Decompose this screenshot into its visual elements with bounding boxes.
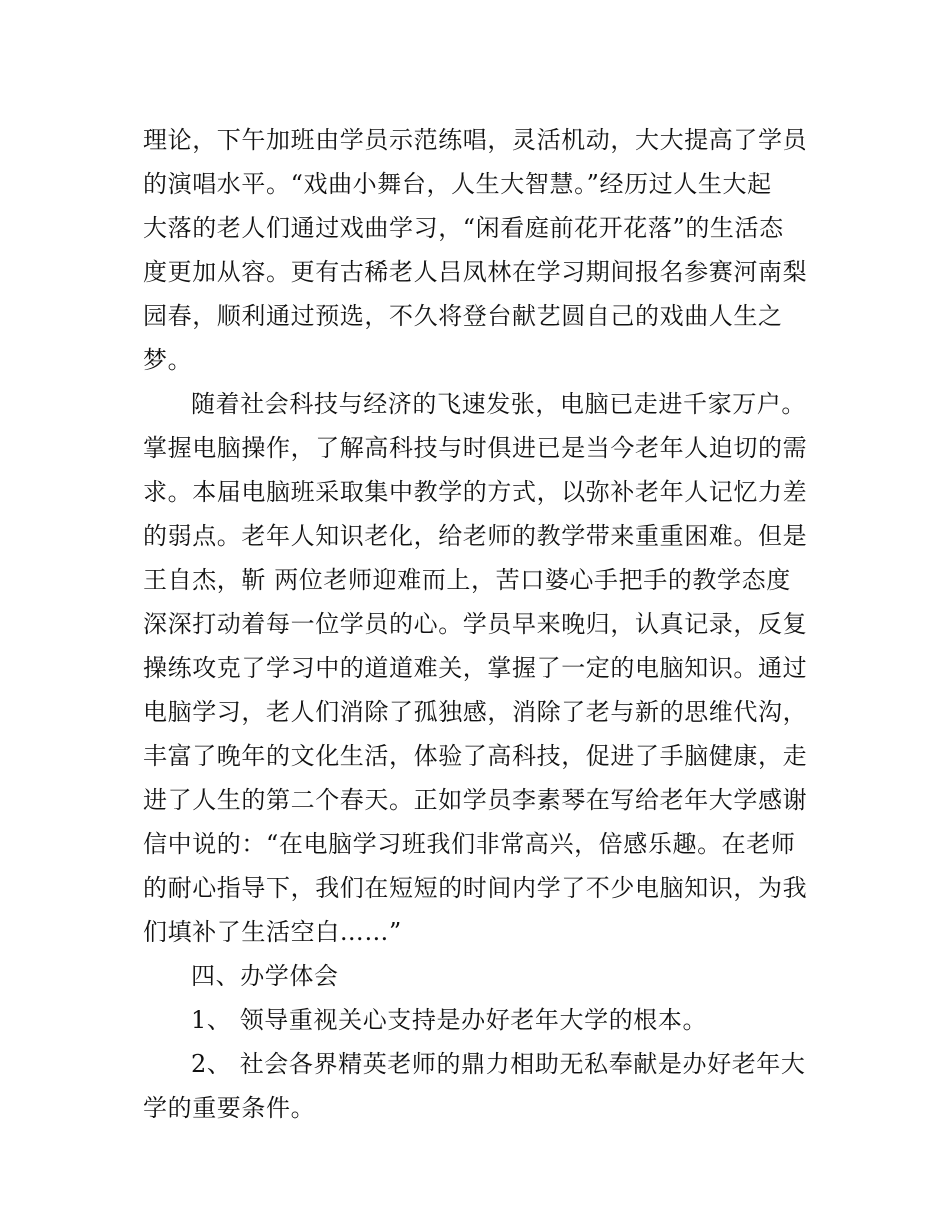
section-heading: 四、办学体会 <box>191 962 339 990</box>
paragraph-2-line-1: 随着社会科技与经济的飞速发张，电脑已走进千家万户。 <box>191 390 806 418</box>
paragraph-1-line-4: 度更加从容。更有古稀老人吕凤林在学习期间报名参赛河南梨 <box>143 258 808 286</box>
paragraph-2-line-3: 求。本届电脑班采取集中教学的方式，以弥补老年人记忆力差 <box>143 478 808 506</box>
paragraph-2-line-12: 的耐心指导下，我们在短短的时间内学了不少电脑知识，为我 <box>143 874 808 902</box>
paragraph-2-line-2: 掌握电脑操作，了解高科技与时俱进已是当今老年人迫切的需 <box>143 434 808 462</box>
paragraph-1-line-5: 园春，顺利通过预选，不久将登台献艺圆自己的戏曲人生之 <box>143 302 783 330</box>
paragraph-1-line-6: 梦。 <box>143 346 193 374</box>
paragraph-1-line-1: 理论，下午加班由学员示范练唱，灵活机动，大大提高了学员 <box>143 126 808 154</box>
paragraph-2-line-4: 的弱点。老年人知识老化，给老师的教学带来重重困难。但是 <box>143 522 808 550</box>
paragraph-2-line-5: 王自杰，靳 两位老师迎难而上，苦口婆心手把手的教学态度 <box>143 566 791 594</box>
paragraph-2-line-10: 进了人生的第二个春天。正如学员李素琴在写给老年大学感谢 <box>143 786 808 814</box>
list-item-1: 1、 领导重视关心支持是办好老年大学的根本。 <box>191 1006 708 1034</box>
paragraph-1-line-2: 的演唱水平。“戏曲小舞台，人生大智慧。”经历过人生大起 <box>143 170 772 198</box>
paragraph-2-line-13: 们填补了生活空白……” <box>143 918 402 946</box>
paragraph-2-line-7: 操练攻克了学习中的道道难关，掌握了一定的电脑知识。通过 <box>143 654 808 682</box>
paragraph-1-line-3: 大落的老人们通过戏曲学习，“闲看庭前花开花落”的生活态 <box>143 214 784 242</box>
paragraph-2-line-8: 电脑学习，老人们消除了孤独感，消除了老与新的思维代沟， <box>143 698 808 726</box>
paragraph-2-line-11: 信中说的：“在电脑学习班我们非常高兴，倍感乐趣。在老师 <box>143 830 796 858</box>
paragraph-2-line-9: 丰富了晚年的文化生活，体验了高科技，促进了手脑健康，走 <box>143 742 808 770</box>
list-item-2-line-1: 2、 社会各界精英老师的鼎力相助无私奉献是办好老年大 <box>191 1050 806 1078</box>
paragraph-2-line-6: 深深打动着每一位学员的心。学员早来晚归，认真记录，反复 <box>143 610 808 638</box>
list-item-2-line-2: 学的重要条件。 <box>143 1094 316 1122</box>
